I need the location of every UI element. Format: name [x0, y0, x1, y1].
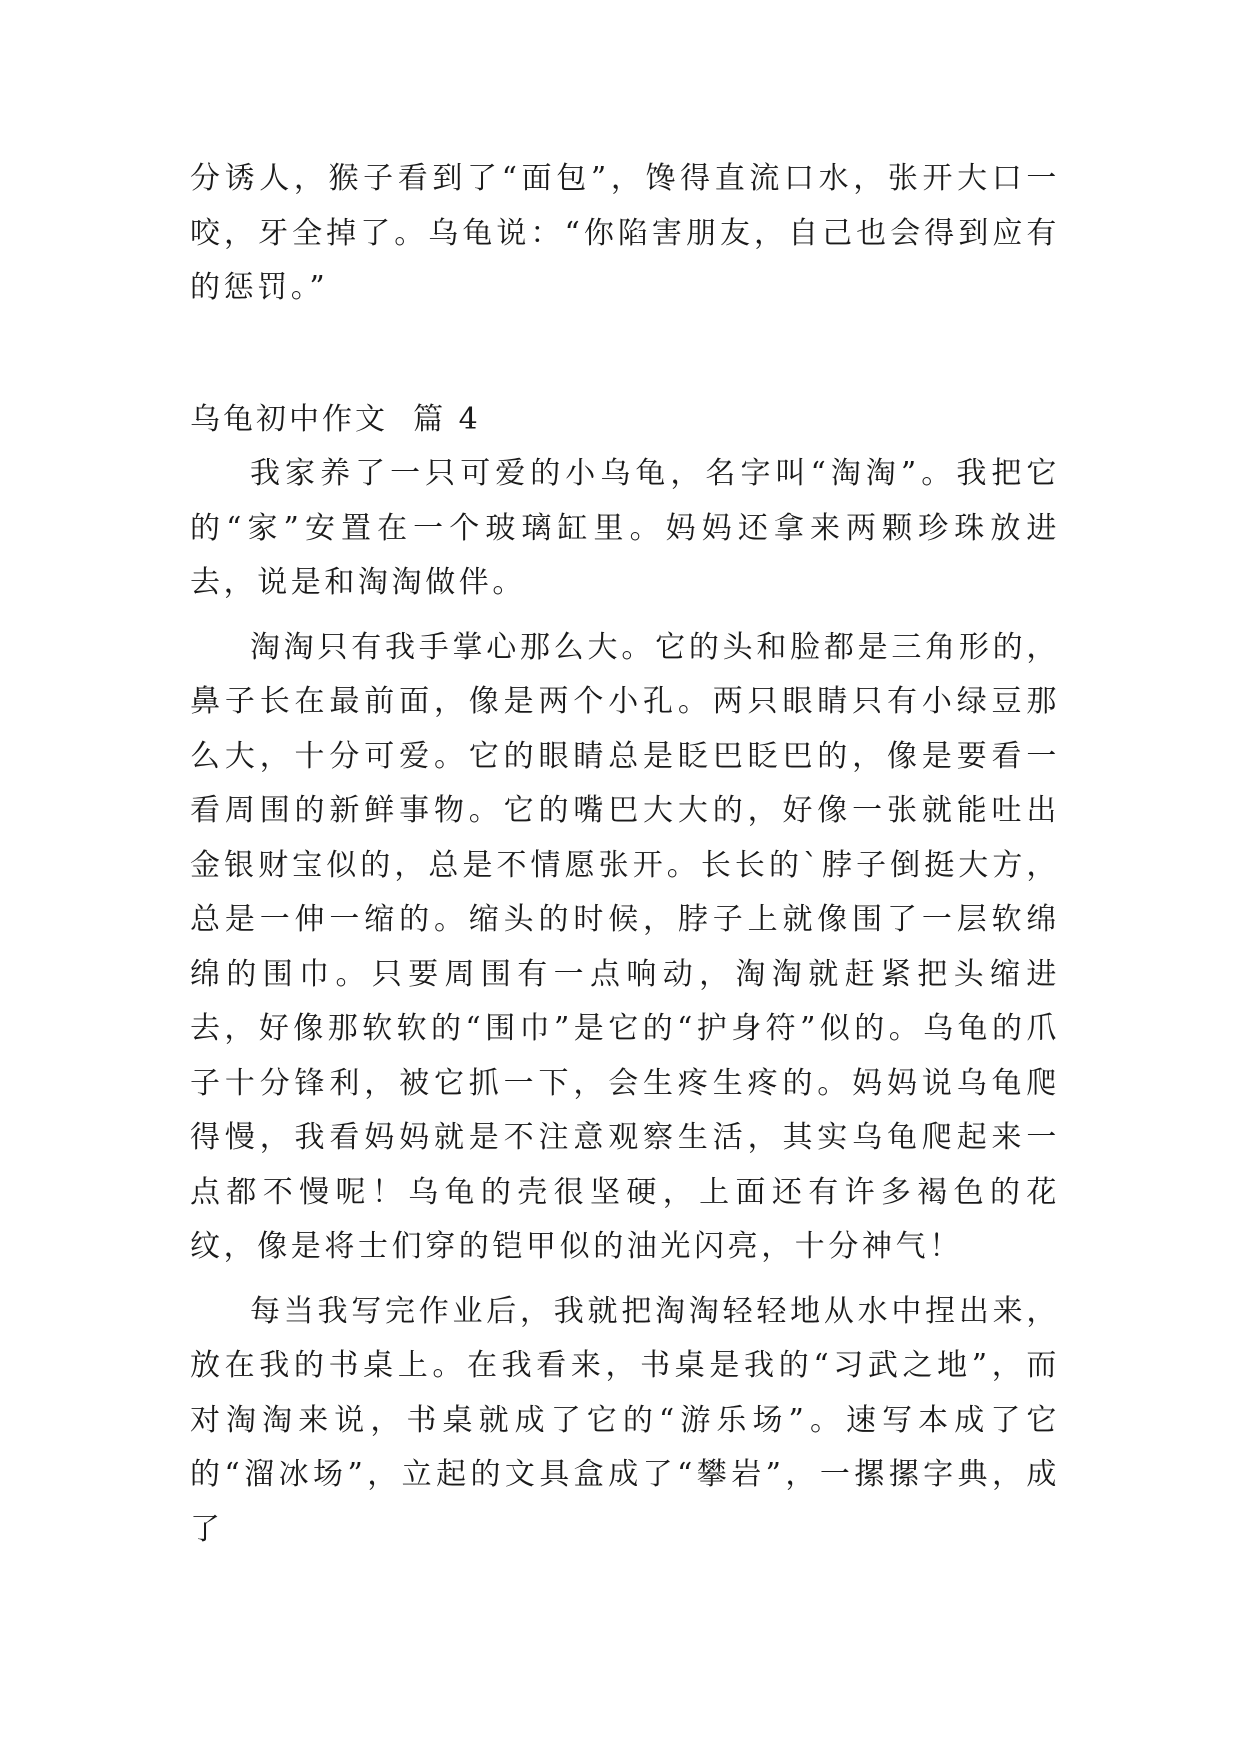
continued-paragraph: 分诱人，猴子看到了“面包”，馋得直流口水，张开大口一咬，牙全掉了。乌龟说：“你陷害朋友，自己也会得到应有的惩罚。”: [190, 161, 1060, 305]
essay-body: [190, 447, 1060, 1567]
paragraph: 每当我写完作业后，我就把淘淘轻轻地从水中捏出来，放在我的书桌上。在我看来，书桌是我的“习武之地”，而对淘淘来说，书桌就成了它的“游乐场”。速写本成了它的“溜冰场”，立起的文具盒成了“攀岩”，一摞摞字典，成了: [190, 1293, 1060, 1547]
paragraph: 我家养了一只可爱的小乌龟，名字叫“淘淘”。我把它的“家”安置在一个玻璃缸里。妈妈还拿来两颗珍珠放进去，说是和淘淘做伴。: [190, 456, 1060, 600]
section-title: 乌龟初中作文 篇 4: [190, 402, 481, 437]
paragraph: 淘淘只有我手掌心那么大。它的头和脸都是三角形的，鼻子长在最前面，像是两个小孔。两只眼睛只有小绿豆那么大，十分可爱。它的眼睛总是眨巴眨巴的，像是要看一看周围的新鲜事物。它的嘴巴大大的，好像一张就能吐出金银财宝似的，总是不情愿张开。长长的`脖子倒挺大方，总是一伸一缩的。缩头的时候，脖子上就像围了一层软绵绵的围巾。只要周围有一点响动，淘淘就赶紧把头缩进去，好像那软软的“围巾”是它的“护身符”似的。乌龟的爪子十分锋利，被它抓一下，会生疼生疼的。妈妈说乌龟爬得慢，我看妈妈就是不注意观察生活，其实乌龟爬起来一点都不慢呢！乌龟的壳很坚硬，上面还有许多褐色的花纹，像是将士们穿的铠甲似的油光闪亮，十分神气！: [190, 629, 1060, 1264]
